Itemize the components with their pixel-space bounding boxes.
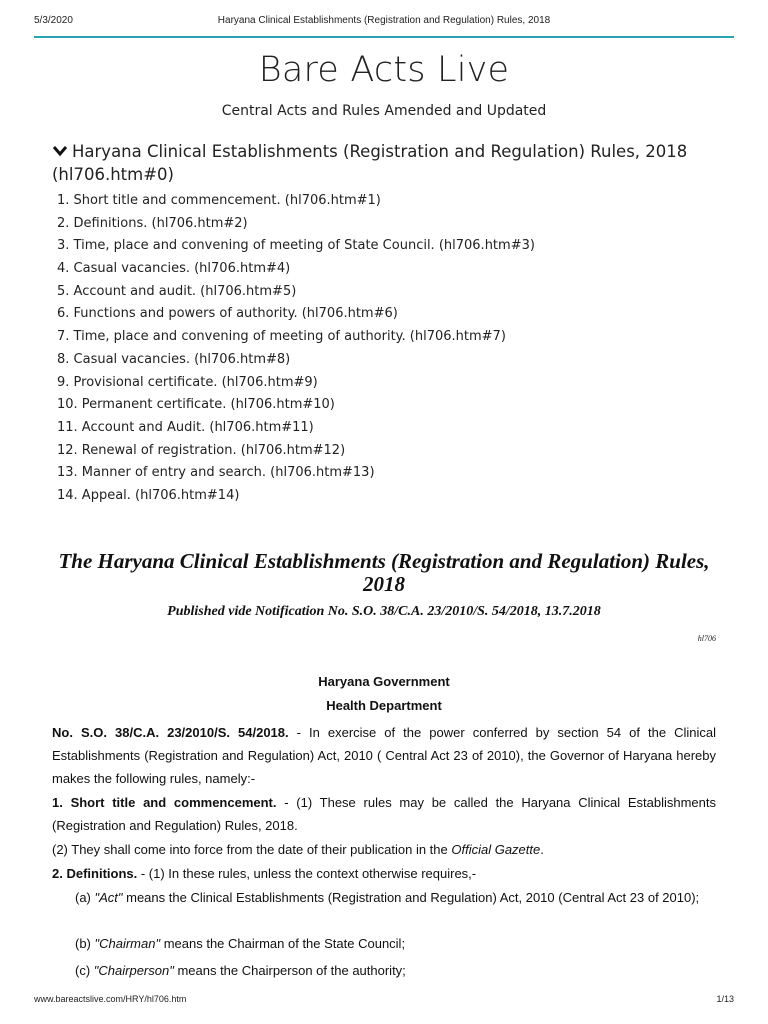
definition-text: means the Chairman of the State Council; [160,936,406,951]
act-title: The Haryana Clinical Establishments (Registration and Regulation) Rules, 2018 [58,549,710,596]
preamble-text: - In exercise of the power conferred by section 54 of the Clinical Establishments (Registration and Regulation) Act, 2010 ( Central Act 23 of 2010), the Governor of Haryana hereby makes the following rules, namely:- [52,725,716,786]
publication-note: Published vide Notification No. S.O. 38/C.A. 23/2010/S. 54/2018, 13.7.2018 [167,604,601,619]
definition-text: means the Clinical Establishments (Registration and Regulation) Act, 2010 (Central Act 23 of 2010); [122,890,700,905]
definition-term: "Chairman" [94,936,161,951]
chevron-down-icon[interactable] [52,144,68,158]
official-gazette-term: Official Gazette [451,842,541,857]
definition-term: "Act" [94,890,123,905]
rule-1-text: - (1) These rules may be called the Haryana Clinical Establishments (Registration and Regulation) Rules, 2018. [52,795,717,833]
page-number: 1/13 [716,994,734,1004]
site-subtitle: Central Acts and Rules Amended and Updated [221,103,547,119]
toc-item[interactable]: 9. Provisional certificate. (hl706.htm#9) [57,374,318,390]
page-url: www.bareactslive.com/HRY/hl706.htm [34,994,187,1004]
toc-item[interactable]: 7. Time, place and convening of meeting of authority. (hl706.htm#7) [57,329,506,345]
toc-item[interactable]: 12. Renewal of registration. (hl706.htm#12) [57,442,346,458]
toc-heading[interactable] [52,140,688,186]
print-document-title: Haryana Clinical Establishments (Registration and Regulation) Rules, 2018 [217,15,551,26]
toc-item[interactable]: 8. Casual vacancies. (hl706.htm#8) [57,351,291,367]
definition-label: (b) [75,936,95,951]
rule-1-paragraph [52,791,716,837]
toc-item[interactable]: 11. Account and Audit. (hl706.htm#11) [57,419,314,435]
toc-item[interactable]: 14. Appeal. (hl706.htm#14) [57,487,240,503]
site-title[interactable]: Bare Acts Live [258,50,510,90]
print-date: 5/3/2020 [34,15,73,26]
toc-item[interactable]: 3. Time, place and convening of meeting of State Council. (hl706.htm#3) [57,238,535,254]
definition-term: "Chairperson" [93,963,174,978]
rule-2-text: - (1) In these rules, unless the context otherwise requires,- [137,866,477,881]
rule-1-sub2-text: (2) They shall come into force from the date of their publication in the [52,842,452,857]
toc-item[interactable]: 10. Permanent certificate. (hl706.htm#10) [57,397,335,413]
definition-text: means the Chairperson of the authority; [173,963,406,978]
department-name: Health Department [326,698,442,713]
toc-list [57,190,535,508]
toc-heading-label[interactable]: Haryana Clinical Establishments (Registration and Regulation) Rules, 2018 (hl706.htm#0) [52,142,688,184]
toc-item[interactable]: 13. Manner of entry and search. (hl706.htm#13) [57,465,375,481]
toc-item[interactable]: 4. Casual vacancies. (hl706.htm#4) [57,261,291,277]
notification-number: No. S.O. 38/C.A. 23/2010/S. 54/2018. [52,725,289,740]
toc-item[interactable]: 6. Functions and powers of authority. (hl706.htm#6) [57,306,398,322]
definition-label: (a) [75,890,95,905]
document-code: hl706 [697,634,716,643]
definition-b [75,934,716,953]
header-divider [34,36,734,38]
rule-2-heading: 2. Definitions. [52,866,138,881]
toc-item[interactable]: 5. Account and audit. (hl706.htm#5) [57,283,297,299]
rule-1-subsection-2 [52,838,716,861]
toc-item[interactable]: 2. Definitions. (hl706.htm#2) [57,215,248,231]
definition-a [75,888,716,907]
print-header [34,15,734,33]
government-name: Haryana Government [318,674,450,689]
toc-item[interactable]: 1. Short title and commencement. (hl706.htm#1) [57,193,381,208]
preamble-paragraph [52,721,716,790]
definition-c [75,961,716,980]
definition-label: (c) [75,963,94,978]
rule-1-heading: 1. Short title and commencement. [52,795,277,810]
rule-2-paragraph [52,862,716,885]
rule-1-sub2-end: . [540,842,544,857]
